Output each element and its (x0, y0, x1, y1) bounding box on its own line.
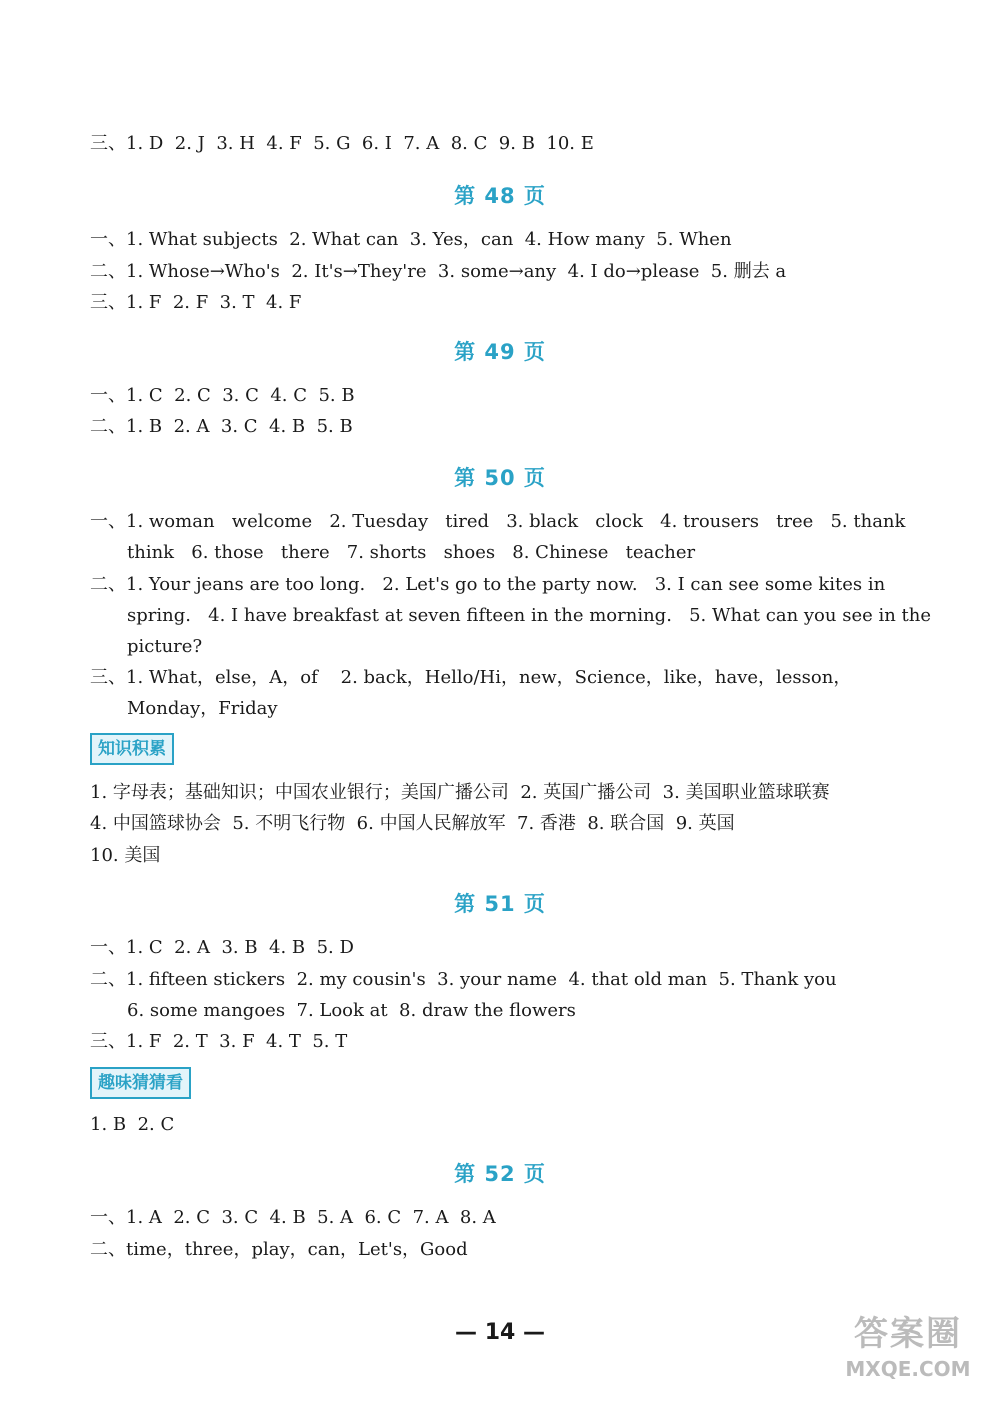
answer-line: 一、1. A 2. C 3. C 4. B 5. A 6. C 7. A 8. A (90, 1207, 496, 1228)
page-heading: 第 51 页 (454, 892, 546, 916)
answer-line: think 6. those there 7. shorts shoes 8. Chinese teacher (127, 542, 696, 563)
page-number: — 14 — (455, 1320, 545, 1345)
watermark-logo (838, 1312, 978, 1392)
answer-line: 6. some mangoes 7. Look at 8. draw the flowers (127, 1000, 576, 1021)
answer-line: 一、1. What subjects 2. What can 3. Yes，can 4. How many 5. When (90, 229, 732, 250)
section-label-box: 知识积累 (90, 733, 174, 765)
answer-line: 一、1. C 2. A 3. B 4. B 5. D (90, 937, 354, 958)
answer-line: 二、1. fifteen stickers 2. my cousin's 3. your name 4. that old man 5. Thank you (90, 969, 837, 990)
answer-line: 一、1. woman welcome 2. Tuesday tired 3. black clock 4. trousers tree 5. thank (90, 511, 906, 532)
answer-line: 三、1. What，else，A，of 2. back，Hello/Hi，new，Science，like，have，lesson， (90, 667, 852, 688)
answer-line: spring. 4. I have breakfast at seven fifteen in the morning. 5. What can you see in the (127, 605, 932, 626)
answer-line: 三、1. D 2. J 3. H 4. F 5. G 6. I 7. A 8. C 9. B 10. E (90, 133, 594, 154)
watermark-bottom: MXQE.COM (845, 1357, 971, 1381)
answer-line: 1. B 2. C (90, 1114, 175, 1135)
answer-line: 二、1. B 2. A 3. C 4. B 5. B (90, 416, 353, 437)
answer-line: 三、1. F 2. T 3. F 4. T 5. T (90, 1031, 348, 1052)
answer-line: 三、1. F 2. F 3. T 4. F (90, 292, 302, 313)
answer-line: Monday，Friday (127, 698, 278, 719)
page-heading: 第 48 页 (454, 184, 546, 208)
answer-line: 一、1. C 2. C 3. C 4. C 5. B (90, 385, 355, 406)
answer-line: 1. 字母表；基础知识；中国农业银行；美国广播公司 2. 英国广播公司 3. 美国职业篮球联赛 (90, 782, 830, 803)
section-label-box: 趣味猜猜看 (90, 1067, 191, 1099)
answer-line: 4. 中国篮球协会 5. 不明飞行物 6. 中国人民解放军 7. 香港 8. 联合国 9. 英国 (90, 813, 735, 834)
page-heading: 第 50 页 (454, 466, 546, 490)
answer-line: 二、1. Whose→Who's 2. It's→They're 3. some→any 4. I do→please 5. 删去 a (90, 261, 787, 282)
answer-line: 二、time，three，play，can，Let's，Good (90, 1239, 468, 1260)
answer-line: 二、1. Your jeans are too long. 2. Let's go to the party now. 3. I can see some kites in (90, 574, 886, 595)
answer-line: 10. 美国 (90, 845, 161, 866)
watermark-top: 答案圈 (854, 1314, 962, 1354)
answer-line: picture? (127, 636, 203, 657)
page-heading: 第 52 页 (454, 1162, 546, 1186)
page-heading: 第 49 页 (454, 340, 546, 364)
